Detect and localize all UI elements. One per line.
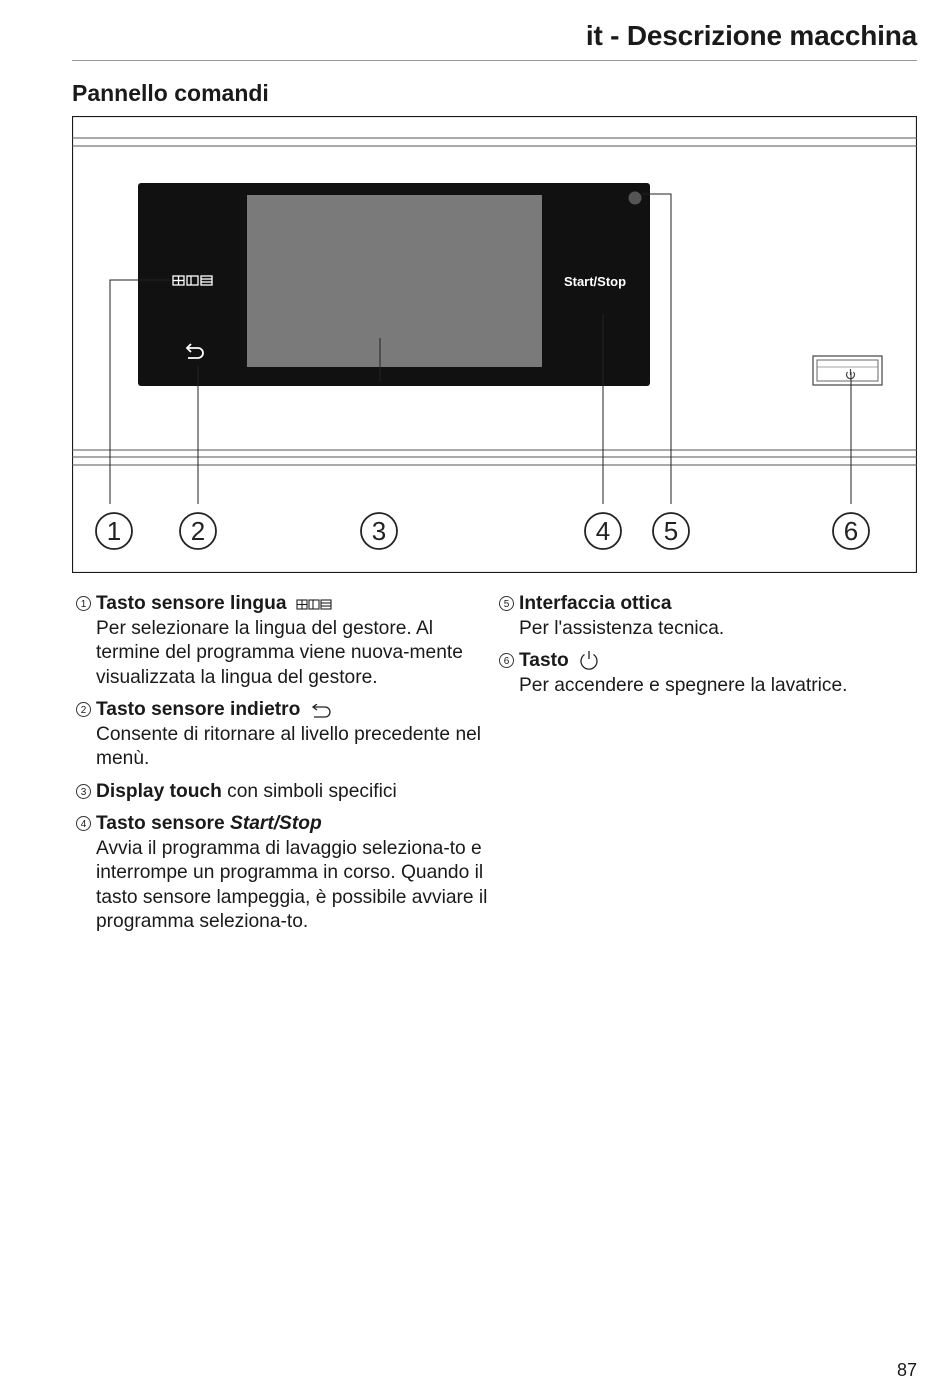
legend-item-title: Display touch [96,780,222,802]
start-stop-label: Start/Stop [563,274,627,289]
optical-interface [629,192,642,205]
section-title: Pannello comandi [72,80,269,106]
legend-item-title: Tasto sensore indietro [96,699,301,720]
power-button [813,356,882,385]
callout-3-number: 3 [371,516,387,546]
legend-item-description: Consente di ritornare al livello precedente nel menù. [96,723,482,769]
control-panel-illustration [72,116,917,573]
language-flags-icon [296,598,332,612]
power-icon [578,649,600,671]
header-divider [72,60,917,61]
callout-4-number: 4 [595,516,611,546]
legend-item-description: Avvia il programma di lavaggio seleziona-to e interrompe un programma in corso. Quando il tasto sensore lampeggia, è possibile avviare il programma seleziona-to. [96,837,488,932]
legend-number-5: 5 [499,596,514,611]
legend-item-5 [497,592,917,641]
legend-number-2: 2 [76,702,91,717]
page-number: 87 [896,1360,917,1380]
callout-5-number: 5 [663,516,679,546]
legend-item-description: Per selezionare la lingua del gestore. Al termine del programma viene nuova-mente visualizzata la lingua del gestore. [96,617,463,688]
legend-number-1: 1 [76,596,91,611]
back-arrow-icon [310,704,332,718]
legend-number-6: 6 [499,653,514,668]
legend-item-3 [74,780,494,805]
callout-1-number: 1 [106,516,122,546]
legend-item-title-suffix: con simboli specifici [227,780,397,802]
touch-display [247,195,542,367]
legend-item-title: Tasto sensore lingua [96,593,287,614]
legend-item-description: Per accendere e spegnere la lavatrice. [519,674,848,696]
legend-item-title: Tasto [519,650,569,671]
page-header-title: it - Descrizione macchina [585,20,917,51]
legend-item-1 [74,592,494,690]
legend-item-6 [497,649,917,698]
legend-item-title: Interfaccia ottica [519,593,672,614]
legend-number-3: 3 [76,784,91,799]
legend-item-description: Per l'assistenza tecnica. [519,617,725,639]
legend-item-title: Tasto sensore [96,813,225,834]
legend-number-4: 4 [76,816,91,831]
legend-item-4 [74,812,494,935]
legend-column-left [74,592,494,943]
callout-6-number: 6 [843,516,859,546]
legend-item-2 [74,698,494,772]
legend-item-title-italic: Start/Stop [230,813,322,834]
legend-column-right [497,592,917,706]
callout-2-number: 2 [190,516,206,546]
